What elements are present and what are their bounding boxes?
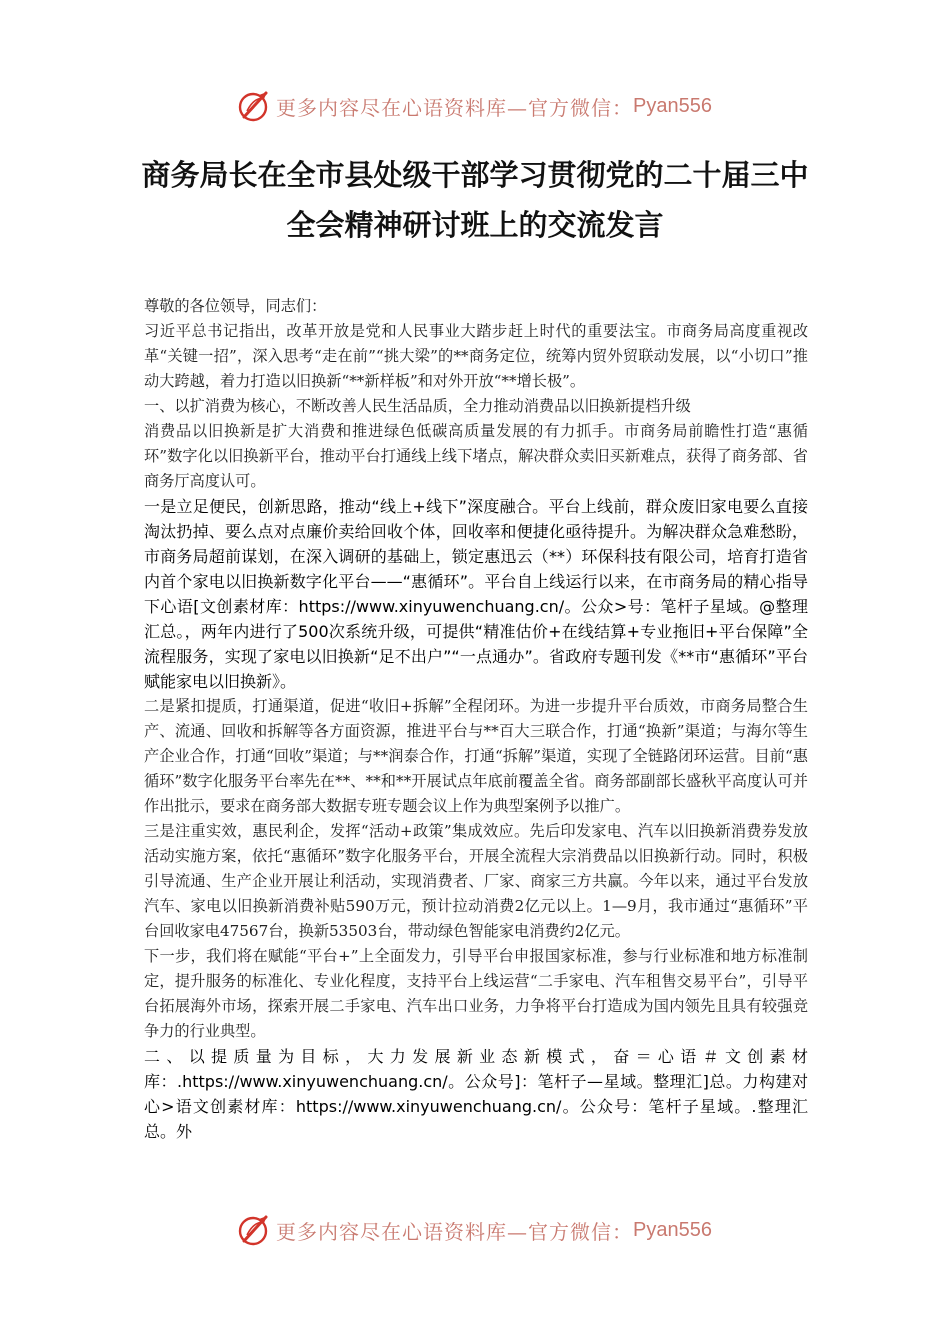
banner-text: 更多内容尽在心语资料库—官方微信： [276,1219,634,1244]
document-body [144,294,808,1144]
paragraph-bold: 一是立足便民，创新思路，推动“线上+线下”深度融合。平台上线前，群众废旧家电要么直接淘汰扔掉、要么点对点廉价卖给回收个体，回收率和便捷化亟待提升。为解决群众急难愁盼，市商务局超前谋划，在深入调研的基础上，锁定惠迅云（**）环保科技有限公司，培育打造省内首个家电以旧换新数字化平台——“惠循环”。平台自上线运行以来，在市商务局的精心指导下心语[文创素材库：https://www.xinyuwenchuang.cn/。公众>号：笔杆子星域。@整理汇总。，两年内进行了500次系统升级，可提供“精准估价+在线结算+专业拖旧+平台保障”全流程服务，实现了家电以旧换新“足不出户”“一点通办”。省政府专题刊发《**市“惠循环”平台赋能家电以旧换新》。 [144,497,808,691]
paragraph: 下一步，我们将在赋能“平台+”上全面发力，引导平台申报国家标准，参与行业标准和地方标准制定，提升服务的标准化、专业化程度，支持平台上线运营“二手家电、汽车租售交易平台”，引导平台拓展海外市场，探索开展二手家电、汽车出口业务，力争将平台打造成为国内领先且具有较强竞争力的行业典型。 [144,947,808,1040]
pen-logo-icon [238,89,272,123]
title-line: 全会精神研讨班上的交流发言 [286,208,664,242]
watermark-banner-top [0,84,950,128]
title-line: 商务局长在全市县处级干部学习贯彻党的二十届三中 [141,158,809,192]
banner-text: 更多内容尽在心语资料库—官方微信： [276,95,634,120]
paragraph: 三是注重实效，惠民利企，发挥“活动+政策”集成效应。先后印发家电、汽车以旧换新消费券发放活动实施方案，依托“惠循环”数字化服务平台，开展全流程大宗消费品以旧换新行动。同时，积极引导流通、生产企业开展让利活动，实现消费者、厂家、商家三方共赢。今年以来，通过平台发放汽车、家电以旧换新消费补贴590万元，预计拉动消费2亿元以上。1—9月，我市通过“惠循环”平台回收家电47567台，换新53503台，带动绿色智能家电消费约2亿元。 [144,822,808,940]
watermark-banner-bottom [0,1208,950,1252]
banner-wechat-id: Pyan556 [633,94,712,117]
paragraph: 二是紧扣提质，打通渠道，促进“收旧+拆解”全程闭环。为进一步提升平台质效，市商务局整合生产、流通、回收和拆解等各方面资源，推进平台与**百大三联合作，打通“换新”渠道；与海尔等生产企业合作，打通“回收”渠道；与**润泰合作，打通“拆解”渠道，实现了全链路闭环运营。目前“惠循环”数字化服务平台率先在**、**和**开展试点年底前覆盖全省。商务部副部长盛秋平高度认可并作出批示，要求在商务部大数据专班专题会议上作为典型案例予以推广。 [144,697,808,815]
pen-logo-icon [238,1213,272,1247]
paragraph: 习近平总书记指出，改革开放是党和人民事业大踏步赶上时代的重要法宝。市商务局高度重视改革“关键一招”，深入思考“走在前”“挑大梁”的**商务定位，统筹内贸外贸联动发展，以“小切口”推动大跨越，着力打造以旧换新“**新样板”和对外开放“**增长极”。 [144,322,808,390]
salutation: 尊敬的各位领导，同志们： [144,297,327,315]
section-heading-bold: 二、以提质量为目标，大力发展新业态新模式，奋＝心语＃文创素材库：.https://www.xinyuwenchuang.cn/。公众号]：笔杆子—星域。整理汇]总。力构建对心>语文创素材库：https://www.xinyuwenchuang.cn/。公众号：笔杆子星域。.整理汇总。外 [144,1047,808,1141]
document-title [100,150,850,250]
banner-wechat-id: Pyan556 [633,1218,712,1241]
section-heading: 一、以扩消费为核心，不断改善人民生活品质，全力推动消费品以旧换新提档升级 [144,397,691,415]
paragraph: 消费品以旧换新是扩大消费和推进绿色低碳高质量发展的有力抓手。市商务局前瞻性打造“惠循环”数字化以旧换新平台，推动平台打通线上线下堵点，解决群众卖旧买新难点，获得了商务部、省商务厅高度认可。 [144,422,808,490]
